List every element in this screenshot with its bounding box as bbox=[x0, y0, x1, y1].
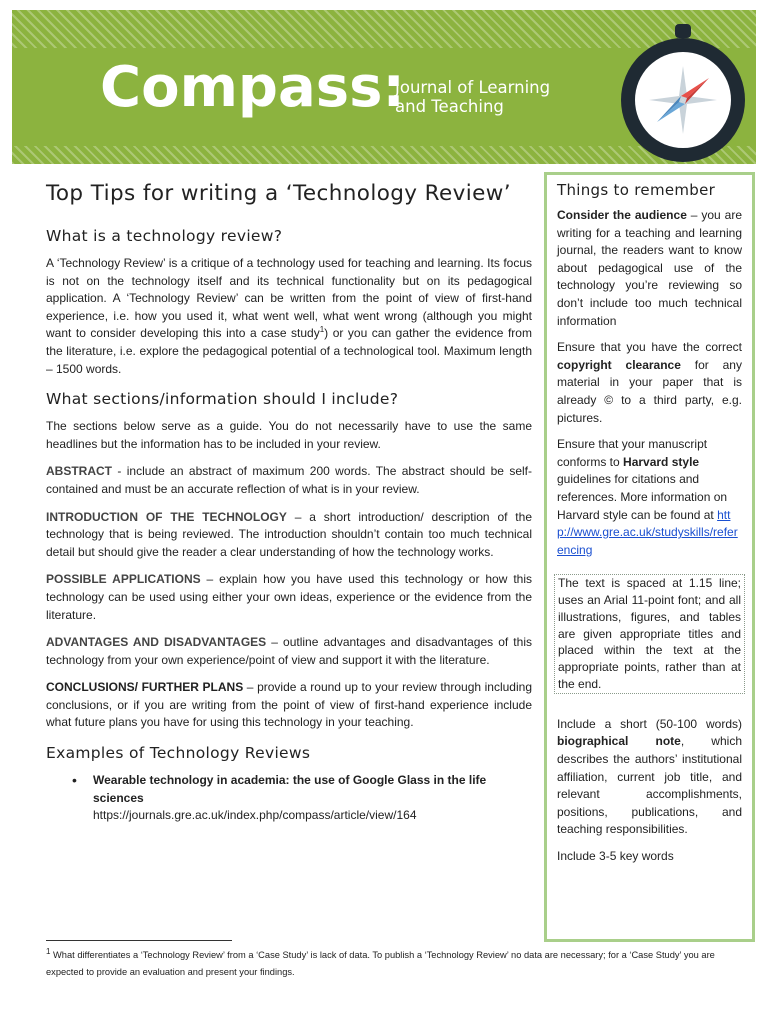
compass-icon bbox=[620, 20, 746, 164]
example-title: Wearable technology in academia: the use of Google Glass in the life sciences bbox=[93, 773, 487, 805]
sidebar-copyright bbox=[557, 339, 742, 427]
sidebar-harvard bbox=[557, 436, 742, 559]
footnote-divider bbox=[46, 940, 232, 941]
section-abstract-text: - include an abstract of maximum 200 words. The abstract should be self-contained and must be an accurate reflection of what is in your review. bbox=[46, 464, 532, 496]
harvard-referencing-link[interactable]: http://www.gre.ac.uk/studyskills/referencing bbox=[557, 507, 738, 557]
section-conclusions-label: CONCLUSIONS/ FURTHER PLANS bbox=[46, 680, 244, 695]
paragraph-what-is-text-a: A ‘Technology Review’ is a critique of a technology used for teaching and learning. Its focus is not on the technology itself and its technical functionality but on its pedagogical application. A ‘Technology Review’ can be written from the point of view of first-hand experience, i.e. how you used it, what went well, what went wrong (although you might want to consider developing this into a case study bbox=[46, 256, 532, 341]
journal-subtitle-line1: Journal of Learning bbox=[395, 78, 551, 97]
example-url[interactable]: https://journals.gre.ac.uk/index.php/compass/article/view/164 bbox=[93, 808, 417, 823]
footnote-marker: 1 bbox=[46, 946, 51, 956]
section-advantages-text: – outline advantages and disadvantages of this technology from your own experience/point of view and support it with the literature. bbox=[46, 635, 532, 667]
sidebar-copyright-label: copyright clearance bbox=[557, 357, 681, 372]
heading-what-is: What is a technology review? bbox=[46, 227, 283, 245]
section-abstract-label: ABSTRACT bbox=[46, 464, 112, 479]
sidebar-audience bbox=[557, 207, 742, 330]
sidebar-bio bbox=[557, 716, 742, 839]
section-abstract bbox=[46, 463, 532, 498]
formatting-note-box: The text is spaced at 1.15 line; uses an Arial 11-point font; and all illustrations, figures, and tables are given appropriate titles and placed within the text at the appropriate points, rather than at the end. bbox=[554, 574, 745, 694]
heading-sections: What sections/information should I include? bbox=[46, 390, 399, 409]
journal-subtitle-line2: and Teaching bbox=[395, 97, 504, 116]
examples-list bbox=[72, 772, 532, 825]
section-advantages bbox=[46, 634, 532, 669]
footnote-ref: 1 bbox=[319, 325, 325, 335]
section-applications-text: – explain how you have used this technology or how this technology can be used using either your own ideas, experience or the evidence from the literature. bbox=[46, 572, 532, 622]
journal-banner bbox=[12, 10, 756, 164]
section-conclusions bbox=[46, 679, 532, 732]
journal-logo-text: Compass: bbox=[100, 55, 405, 120]
heading-examples: Examples of Technology Reviews bbox=[46, 744, 311, 763]
page-title: Top Tips for writing a ‘Technology Review’ bbox=[46, 181, 512, 206]
paragraph-sections-intro: The sections below serve as a guide. You do not necessarily have to use the same headlines but the information has to be included in your review. bbox=[46, 419, 532, 451]
sidebar-copyright-post: for any material in your paper that is already © to a third party, e.g. pictures. bbox=[557, 357, 742, 425]
section-advantages-label: ADVANTAGES AND DISADVANTAGES bbox=[46, 635, 267, 650]
things-to-remember-sidebar bbox=[544, 172, 755, 942]
sidebar-copyright-pre: Ensure that you have the correct bbox=[557, 340, 742, 355]
footnote bbox=[46, 947, 746, 981]
sidebar-keywords: Include 3-5 key words bbox=[557, 849, 674, 864]
paragraph-what-is bbox=[46, 255, 532, 378]
section-introduction-text: – a short introduction/ description of the technology that is being reviewed. The introduction shouldn’t contain too much technical detail but should give the reader a clear understanding of how the technology works. bbox=[46, 509, 532, 559]
main-content bbox=[46, 178, 532, 825]
section-introduction bbox=[46, 509, 532, 562]
sidebar-bio-pre: Include a short (50-100 words) bbox=[557, 716, 742, 731]
list-item bbox=[72, 772, 532, 825]
journal-subtitle bbox=[395, 78, 585, 116]
sidebar-bio-post: , which describes the authors’ institutional affiliation, current job title, and relevant accomplishments, positions, publications, and teaching responsibilities. bbox=[557, 734, 742, 837]
section-conclusions-text: – provide a round up to your review through including conclusions, or if you are writing from the point of view of first-hand experience include what future plans you have for using this technology in your teaching. bbox=[46, 680, 532, 730]
sidebar-title: Things to remember bbox=[557, 181, 716, 199]
sidebar-bio-label: biographical note bbox=[557, 734, 681, 749]
section-applications bbox=[46, 571, 532, 624]
sidebar-harvard-post: guidelines for citations and references. More information on Harvard style can be found at bbox=[557, 472, 728, 522]
sidebar-harvard-pre: Ensure that your manuscript conforms to bbox=[557, 437, 708, 469]
sidebar-audience-label: Consider the audience bbox=[557, 208, 687, 222]
sidebar-audience-text: – you are writing for a teaching and learning journal, the readers want to know about pedagogical use of the technology you’re reviewing so don’t include too much technical information bbox=[557, 208, 742, 328]
section-introduction-label: INTRODUCTION OF THE TECHNOLOGY bbox=[46, 509, 287, 524]
sidebar-harvard-label: Harvard style bbox=[623, 454, 700, 469]
section-applications-label: POSSIBLE APPLICATIONS bbox=[46, 572, 201, 587]
paragraph-what-is-text-b: ) or you can gather the evidence from the literature, i.e. explore the pedagogical potential of a technological tool. Maximum length – 1500 words. bbox=[46, 326, 532, 376]
footnote-text: What differentiates a ‘Technology Review’ from a ‘Case Study’ is lack of data. To publish a ‘Technology Review’ no data are necessary; for a ‘Case Study’ you are expected to provide an evaluation and present your findings. bbox=[46, 950, 715, 977]
